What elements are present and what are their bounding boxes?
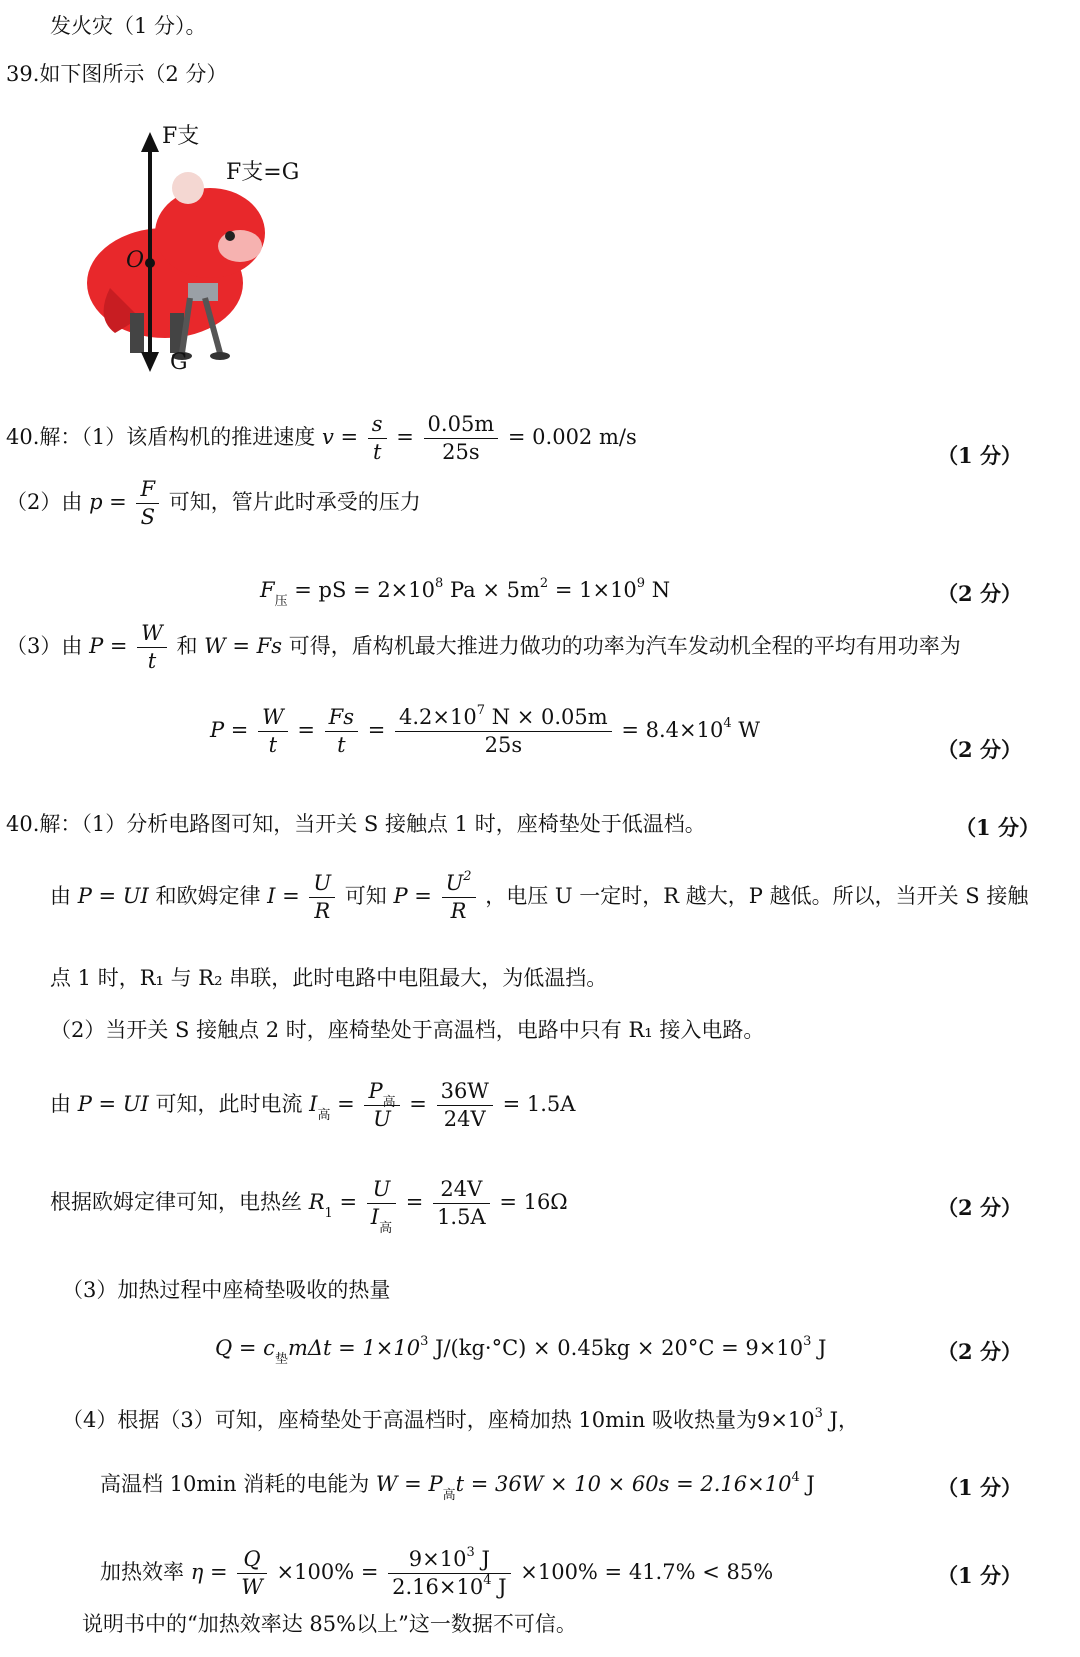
- current-eq: 由 P = UI 可知，此时电流 $I_高$ = $\frac{P_高}{U}$ = $\frac{36W}{24V}$ = 1.5A: [50, 1079, 576, 1132]
- score-8: （1 分）: [937, 1563, 1022, 1588]
- conclusion: 说明书中的“加热效率达 85%以上”这一数据不可信。: [82, 1612, 577, 1636]
- point-o: [145, 258, 155, 268]
- efficiency-eq: 加热效率 η = $\frac{Q}{W}$ ×100% = $\frac{9\times 10^3 J}{2.16\times 10^4 J}$ ×100% = 41.7% < 85%: [100, 1545, 774, 1600]
- score-5: （2 分）: [937, 1195, 1022, 1220]
- power-eq: P = $\frac{W}{t}$ = $\frac{Fs}{t}$ = $\frac{4.2\times 10^7 N \times 0.05m}{25s}$ = $8.4\times 10^4$ W: [210, 703, 760, 758]
- q40b-title: 40.解：（1）分析电路图可知，当开关 S 接触点 1 时，座椅垫处于低温档。: [6, 812, 706, 836]
- heat-eq: $Q = c_垫m\Delta t = 1\times 10^3$ $J/(kg\cdot^\circ C) \times 0.45kg \times 20^\circ C = 9\times 10^3$ J: [215, 1334, 827, 1367]
- force-diagram: [70, 118, 320, 398]
- fire-line: 发火灾（1 分）。: [50, 14, 207, 38]
- label-g: G: [170, 350, 188, 375]
- score-2: （2 分）: [937, 581, 1022, 606]
- b2-title: （2）当开关 S 接触点 2 时，座椅垫处于高温档，电路中只有 R₁ 接入电路。: [50, 1018, 765, 1042]
- ohm-cont: 点 1 时，R₁ 与 R₂ 串联，此时电路中电阻最大，为低温挡。: [50, 966, 608, 990]
- r1-eq: 根据欧姆定律可知，电热丝 $R_1$ = $\frac{U}{I_高}$ = $\frac{24V}{1.5A}$ = 16Ω: [50, 1177, 568, 1237]
- frac-s-t: $\frac{s}{t}$: [368, 413, 387, 464]
- pressure-force-eq: $F_压$ = pS = $2\times 10^8$ $Pa \times 5m^2 = 1\times 10^9$ N: [260, 576, 671, 609]
- lion-body: [87, 172, 265, 360]
- ohm-line: 由 P = UI 和欧姆定律 I = $\frac{U}{R}$ 可知 P = $\frac{U^2}{R}$ ，电压 U 一定时，R 越大，P 越低。所以，当开关 S 接触: [50, 869, 1029, 924]
- frac-speed: $\frac{0.05m}{25s}$: [424, 413, 499, 464]
- frac-w-t: $\frac{W}{t}$: [137, 622, 167, 673]
- q40a-line3: （3）由 P = $\frac{W}{t}$ 和 W = Fs 可得，盾构机最大推进力做功的功率为汽车发动机全程的平均有用功率为: [6, 621, 961, 674]
- label-f-support: F支: [162, 124, 200, 149]
- frac-f-s: $\frac{F}{S}$: [136, 478, 159, 529]
- energy-eq: 高温档 10min 消耗的电能为 $W = P_高t = 36W \times 10 \times 60s = 2.16\times 10^4$ J: [100, 1470, 815, 1503]
- b3-title: （3）加热过程中座椅垫吸收的热量: [62, 1278, 391, 1302]
- score-3: （2 分）: [937, 737, 1022, 762]
- label-o: O: [126, 248, 145, 273]
- score-6: （2 分）: [937, 1339, 1022, 1364]
- q40a-line1: 40.解：（1）该盾构机的推进速度 v = $\frac{s}{t}$ = $\frac{0.05m}{25s}$ = 0.002 m/s: [6, 412, 637, 465]
- b4-line: （4）根据（3）可知，座椅垫处于高温档时，座椅加热 10min 吸收热量为$9\times 10^3$ J，: [62, 1406, 860, 1432]
- score-7: （1 分）: [937, 1475, 1022, 1500]
- label-f-equals-g: F支=G: [226, 160, 300, 185]
- score-1: （1 分）: [937, 443, 1022, 468]
- q39-title: 39.如下图所示（2 分）: [6, 62, 228, 86]
- q40a-line2: （2）由 p = $\frac{F}{S}$ 可知，管片此时承受的压力: [6, 477, 421, 530]
- score-4: （1 分）: [955, 815, 1040, 840]
